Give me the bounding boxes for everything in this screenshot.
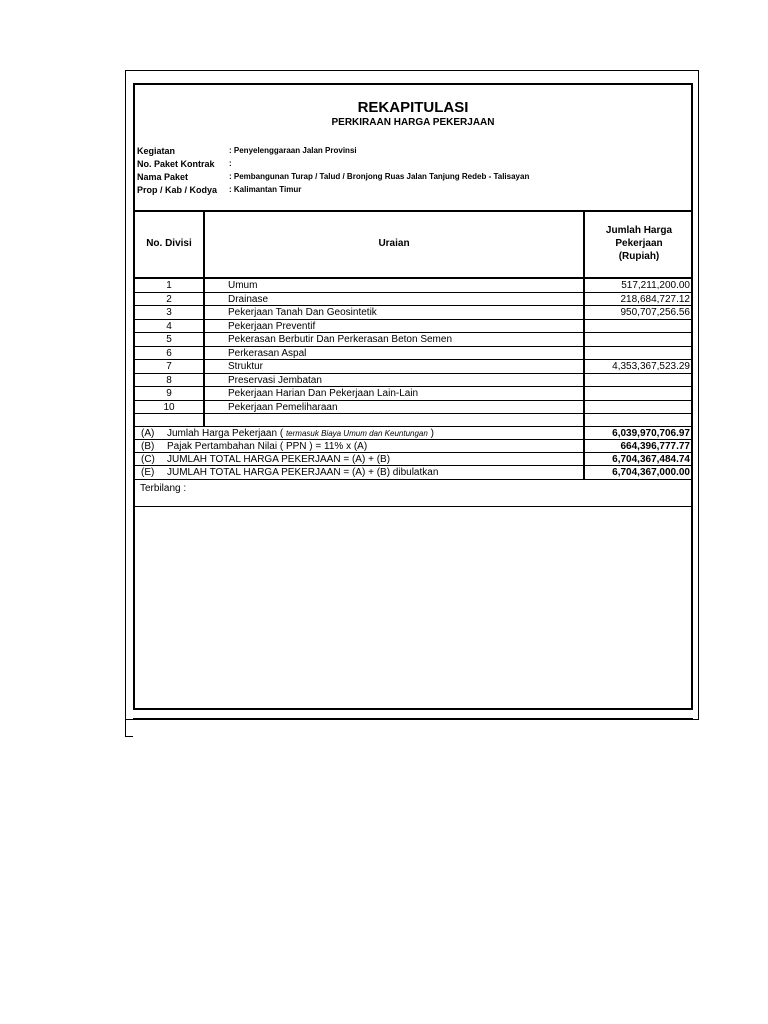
- row-desc: Pekerjaan Harian Dan Pekerjaan Lain-Lain: [228, 388, 419, 399]
- row-no: 3: [166, 307, 172, 318]
- page-corner-mark: [125, 736, 133, 737]
- row-desc: Pekerjaan Tanah Dan Geosintetik: [228, 307, 377, 318]
- row-no: 7: [166, 361, 172, 372]
- row-no: 6: [166, 347, 172, 359]
- table-row-divider: [135, 373, 691, 374]
- info-value: : Pembangunan Turap / Talud / Bronjong Ruas Jalan Tanjung Redeb - Talisayan: [229, 172, 529, 181]
- table-top-border: [135, 210, 691, 212]
- row-amount: 517,211,200.00: [621, 280, 690, 291]
- header-jumlah-harga: Jumlah Harga Pekerjaan (Rupiah): [605, 225, 673, 262]
- row-no: 5: [166, 334, 172, 345]
- info-value: [229, 159, 232, 168]
- summary-code: (B): [141, 441, 155, 452]
- row-no: 10: [163, 401, 175, 413]
- row-no: 4: [166, 320, 172, 332]
- table-row-divider: [135, 413, 691, 414]
- summary-b-amount: 664,396,777.77: [620, 441, 690, 452]
- table-row-divider: [135, 319, 691, 320]
- info-value: : Penyelenggaraan Jalan Provinsi: [229, 146, 357, 155]
- row-no: 9: [166, 388, 172, 399]
- row-desc: Drainase: [228, 293, 269, 305]
- row-desc: Pekerjaan Pemeliharaan: [228, 401, 338, 413]
- row-amount: 4,353,367,523.29: [612, 361, 690, 372]
- summary-code: (C): [141, 454, 155, 465]
- row-no: 1: [166, 280, 172, 291]
- summary-note: termasuk Biaya Umum dan Keuntungan: [285, 429, 428, 438]
- summary-text: JUMLAH TOTAL HARGA PEKERJAAN = (A) + (B): [167, 454, 391, 465]
- row-desc: Struktur: [228, 361, 264, 372]
- summary-e-amount: 6,704,367,000.00: [612, 467, 690, 478]
- summary-code: (E): [141, 467, 155, 478]
- document-title: REKAPITULASI: [357, 99, 469, 116]
- row-amount: 950,707,256.56: [620, 307, 690, 318]
- info-value: : Kalimantan Timur: [229, 185, 301, 194]
- summary-bottom-border: [135, 479, 691, 480]
- table-row-divider: [135, 346, 691, 347]
- summary-text-close: ): [427, 428, 434, 439]
- info-label: Nama Paket: [137, 172, 189, 182]
- terbilang-bottom-border: [135, 506, 691, 507]
- summary-text: Pajak Pertambahan Nilai ( PPN ) = 11% x (A): [167, 441, 368, 452]
- row-desc: Pekerjaan Preventif: [228, 320, 316, 332]
- info-label: Prop / Kab / Kodya: [137, 185, 218, 195]
- row-desc: Pekerasan Berbutir Dan Perkerasan Beton Semen: [228, 334, 453, 345]
- row-desc: Perkerasan Aspal: [228, 347, 307, 359]
- page-corner-mark: [125, 718, 126, 737]
- header-no-divisi: No. Divisi: [146, 238, 192, 249]
- document-subtitle: PERKIRAAN HARGA PEKERJAAN: [331, 117, 495, 128]
- row-no: 8: [166, 374, 172, 386]
- summary-text: Jumlah Harga Pekerjaan (: [167, 428, 286, 439]
- recap-sheet: [133, 83, 693, 710]
- summary-e-label: [141, 466, 438, 479]
- row-amount: 218,684,727.12: [620, 293, 690, 305]
- bottom-rule: [133, 718, 693, 719]
- summary-code: (A): [141, 428, 155, 439]
- summary-c-amount: 6,704,367,484.74: [612, 454, 690, 465]
- summary-a-amount: 6,039,970,706.97: [612, 428, 690, 439]
- terbilang-label: Terbilang :: [140, 483, 187, 494]
- info-label: Kegiatan: [137, 146, 176, 156]
- header-uraian: Uraian: [378, 238, 410, 249]
- row-no: 2: [166, 293, 172, 305]
- table-row-divider: [135, 400, 691, 401]
- info-label: No. Paket Kontrak: [137, 159, 215, 169]
- row-desc: Umum: [228, 280, 258, 291]
- summary-text: JUMLAH TOTAL HARGA PEKERJAAN = (A) + (B) dibulatkan: [167, 467, 439, 478]
- row-desc: Preservasi Jembatan: [228, 374, 322, 386]
